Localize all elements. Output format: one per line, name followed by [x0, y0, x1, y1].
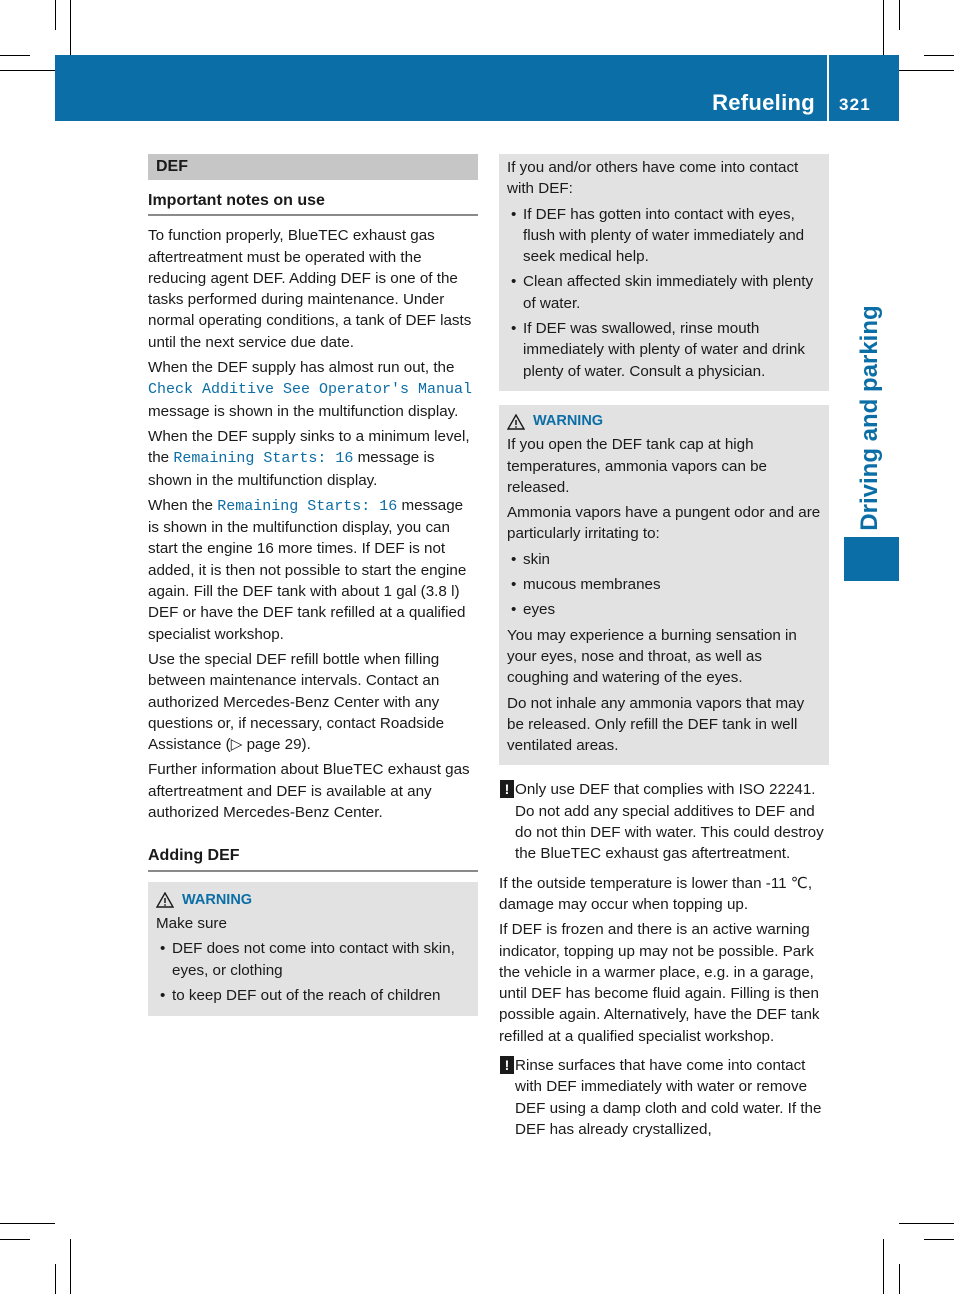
list-item: • DEF does not come into contact with skin, eyes, or clothing	[156, 938, 470, 981]
subheading-important-notes: Important notes on use	[148, 190, 478, 216]
caution-note: ! Only use DEF that complies with ISO 22241. Do not add any special additives to DEF and do not thin DEF with water. This could destroy the BlueTEC exhaust gas aftertreatment.	[499, 779, 829, 864]
contact-info-box	[499, 154, 829, 391]
warning-intro: Make sure	[156, 914, 227, 932]
paragraph: When the DEF supply has almost run out, the Check Additive See Operator's Manual message is shown in the multifunction display.	[148, 359, 473, 420]
display-message: Check Additive See Operator's Manual	[148, 381, 473, 399]
exclamation-icon: !	[500, 1056, 514, 1074]
warning-triangle-icon	[156, 892, 174, 908]
irritation-list	[507, 549, 821, 621]
display-message: Remaining Starts: 16	[217, 497, 398, 515]
crop-mark	[70, 0, 71, 55]
caution-note: ! Rinse surfaces that have come into contact with DEF immediately with water or remove DEF using a damp cloth and cold water. If the DEF has already crystallized,	[499, 1055, 829, 1140]
right-column	[499, 154, 829, 1148]
crop-mark	[55, 0, 56, 30]
crop-mark	[899, 1223, 954, 1224]
crop-mark	[0, 1223, 55, 1224]
paragraph: Ammonia vapors have a pungent odor and are particularly irritating to:	[507, 504, 821, 543]
crop-mark	[0, 1239, 30, 1240]
warning-box	[499, 405, 829, 765]
paragraph: To function properly, BlueTEC exhaust gas aftertreatment must be operated with the reducing agent DEF. Adding DEF is one of the tasks performed during maintenance. Under normal operating conditions, a tank of DEF lasts until the next service due date.	[148, 227, 472, 351]
crop-mark	[70, 1239, 71, 1294]
paragraph: If you open the DEF tank cap at high temperatures, ammonia vapors can be released.	[507, 436, 768, 496]
crop-mark	[899, 70, 954, 71]
paragraph: Use the special DEF refill bottle when filling between maintenance intervals. Contact an authorized Mercedes-Benz Center with any questions or, if necessary, contact Roadside Assistance (▷ page 29).	[148, 650, 445, 754]
page-header	[55, 55, 899, 121]
side-tab-marker	[844, 537, 899, 581]
warning-heading: WARNING	[507, 411, 821, 432]
paragraph: Do not inhale any ammonia vapors that may be released. Only refill the DEF tank in well ventilated areas.	[507, 694, 805, 755]
left-column	[148, 154, 478, 1030]
list-item: • to keep DEF out of the reach of children	[156, 985, 470, 1006]
exclamation-icon: !	[500, 780, 514, 798]
chapter-title: Refueling	[712, 90, 815, 115]
header-divider	[827, 55, 829, 121]
warning-triangle-icon	[507, 414, 525, 430]
paragraph: When the DEF supply sinks to a minimum level, the Remaining Starts: 16 message is shown in the multifunction display.	[148, 427, 470, 489]
paragraph: When the Remaining Starts: 16 message is shown in the multifunction display, you can start the engine 16 more times. If DEF is not added, it is then not possible to start the engine again. Fill the DEF tank with about 1 gal (3.8 l) DEF or have the DEF tank refilled at a qualified specialist workshop.	[148, 496, 467, 643]
list-item: • Clean affected skin immediately with plenty of water.	[507, 271, 821, 314]
list-item: • mucous membranes	[507, 574, 821, 595]
subheading-adding-def: Adding DEF	[148, 845, 478, 871]
paragraph: Further information about BlueTEC exhaust gas aftertreatment and DEF is available at any authorized Mercedes-Benz Center.	[148, 761, 470, 822]
list-item: • If DEF was swallowed, rinse mouth immediately with plenty of water and drink plenty of water. Consult a physician.	[507, 318, 821, 382]
crop-mark	[0, 70, 55, 71]
paragraph: If DEF is frozen and there is an active warning indicator, topping up may not be possible. Park the vehicle in a warmer place, e.g. in a garage, until DEF has become fluid again. Filling is then possible again. Alternatively, have the DEF tank refilled at a qualified specialist workshop.	[499, 921, 820, 1045]
warning-heading: WARNING	[156, 890, 470, 911]
display-message: Remaining Starts: 16	[173, 450, 354, 468]
contact-list	[507, 204, 821, 382]
crop-mark	[899, 1264, 900, 1294]
crop-mark	[924, 55, 954, 56]
warning-list	[156, 938, 470, 1006]
crop-mark	[899, 0, 900, 30]
crop-mark	[55, 1264, 56, 1294]
list-item: • If DEF has gotten into contact with eyes, flush with plenty of water immediately and seek medical help.	[507, 204, 821, 268]
paragraph: If the outside temperature is lower than -11 ℃, damage may occur when topping up.	[499, 874, 813, 913]
crop-mark	[883, 0, 884, 55]
paragraph: You may experience a burning sensation in your eyes, nose and throat, as well as coughing and watering of the eyes.	[507, 626, 797, 687]
list-item: • eyes	[507, 599, 821, 620]
crop-mark	[0, 55, 30, 56]
crop-mark	[924, 1239, 954, 1240]
side-tab-label: Driving and parking	[856, 305, 883, 531]
crop-mark	[883, 1239, 884, 1294]
contact-intro: If you and/or others have come into contact with DEF:	[507, 159, 799, 198]
list-item: • skin	[507, 549, 821, 570]
section-title: DEF	[148, 154, 478, 180]
warning-box	[148, 882, 478, 1016]
page-number: 321	[839, 95, 871, 114]
